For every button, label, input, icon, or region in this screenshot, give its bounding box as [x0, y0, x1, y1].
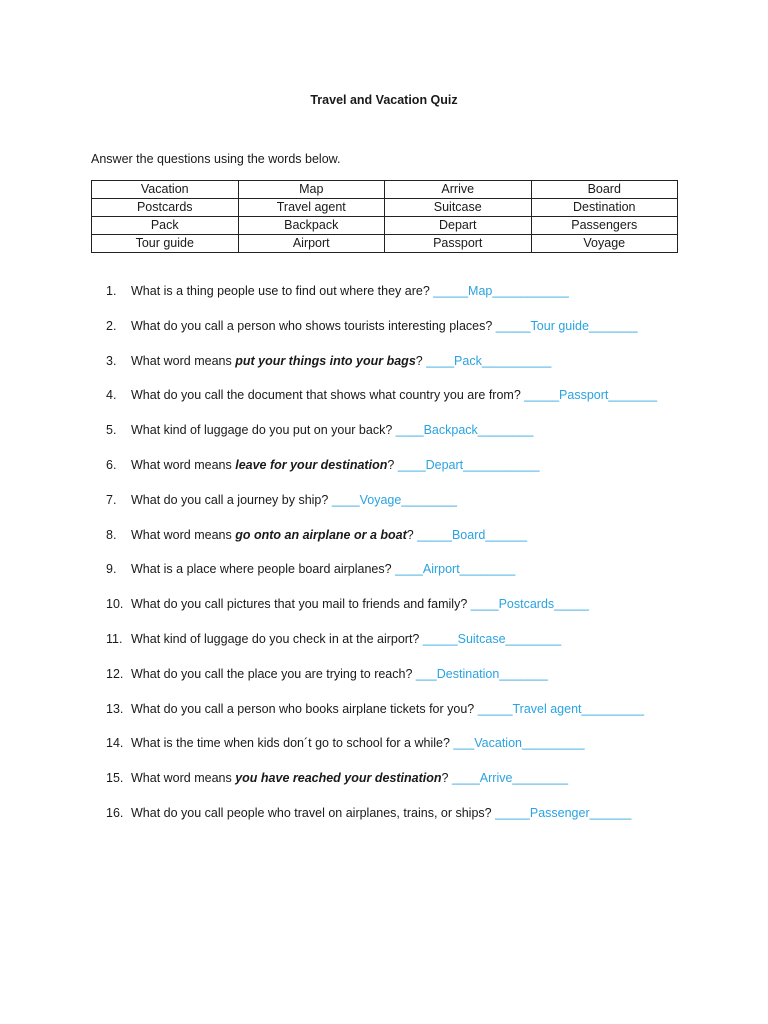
question-emphasis: go onto an airplane or a boat — [235, 527, 407, 542]
word-bank-cell: Passport — [385, 235, 532, 253]
question-item — [106, 768, 657, 803]
question-text: What is a place where people board airplanes? — [131, 562, 392, 577]
question-text: What do you call a person who shows tourists interesting places? — [131, 318, 493, 333]
question-number: 14. — [106, 736, 124, 751]
question-number: 9. — [106, 562, 117, 577]
question-number: 8. — [106, 527, 117, 542]
question-item — [106, 629, 657, 664]
answer-blank: _____Tour guide_______ — [495, 318, 638, 333]
question-text: What is the time when kids don´t go to school for a while? — [131, 736, 450, 751]
question-text: What do you call the document that shows what country you are from? — [131, 388, 521, 403]
question-number: 1. — [106, 284, 117, 298]
word-bank-row — [92, 235, 678, 253]
question-number: 3. — [106, 353, 117, 368]
question-number: 13. — [106, 701, 124, 716]
question-text: What word means — [131, 353, 236, 368]
question-text: What kind of luggage do you put on your back? — [131, 423, 393, 438]
word-bank-cell: Depart — [385, 217, 532, 235]
answer-blank: _____Board______ — [417, 527, 528, 542]
question-number: 4. — [106, 388, 117, 403]
question-item — [106, 803, 657, 838]
question-text: What do you call a person who books airplane tickets for you? — [131, 701, 475, 716]
question-item — [106, 281, 657, 316]
question-item — [106, 733, 657, 768]
quiz-title: Travel and Vacation Quiz — [310, 93, 458, 107]
question-item — [106, 455, 657, 490]
question-item — [106, 351, 657, 386]
question-text: What do you call pictures that you mail to friends and family? — [131, 597, 468, 612]
question-text: What is a thing people use to find out where they are? — [131, 284, 430, 298]
word-bank-cell: Board — [531, 181, 678, 199]
word-bank-row — [92, 199, 678, 217]
answer-blank: ____Pack__________ — [426, 353, 552, 368]
question-item — [106, 420, 657, 455]
answer-blank: _____Passport_______ — [524, 388, 658, 403]
word-bank-cell: Backpack — [238, 217, 385, 235]
question-item — [106, 316, 657, 351]
question-punctuation: ? — [387, 457, 395, 472]
question-item — [106, 664, 657, 699]
word-bank-cell: Arrive — [385, 181, 532, 199]
answer-blank: ____Voyage________ — [331, 492, 457, 507]
question-punctuation: ? — [415, 353, 423, 368]
answer-blank: ____Airport________ — [395, 562, 516, 577]
question-text: What do you call the place you are trying to reach? — [131, 666, 413, 681]
answer-blank: _____Suitcase________ — [422, 631, 562, 646]
question-text: What do you call a journey by ship? — [131, 492, 329, 507]
question-item — [106, 490, 657, 525]
question-text: What kind of luggage do you check in at the airport? — [131, 631, 420, 646]
question-emphasis: you have reached your destination — [235, 771, 442, 786]
question-number: 2. — [106, 318, 117, 333]
word-bank-table — [91, 180, 678, 253]
answer-blank: ___Vacation_________ — [453, 736, 585, 751]
question-item — [106, 559, 657, 594]
question-text: What word means — [131, 771, 236, 786]
question-item — [106, 385, 657, 420]
question-text: What do you call people who travel on airplanes, trains, or ships? — [131, 805, 492, 820]
question-list — [106, 281, 657, 838]
answer-blank: ____Arrive________ — [451, 771, 569, 786]
answer-blank: ___Destination_______ — [415, 666, 548, 681]
word-bank-cell: Voyage — [531, 235, 678, 253]
question-number: 6. — [106, 457, 117, 472]
instructions-text: Answer the questions using the words below. — [91, 152, 341, 166]
word-bank-row — [92, 217, 678, 235]
word-bank-cell: Pack — [92, 217, 239, 235]
question-number: 10. — [106, 597, 124, 612]
question-number: 15. — [106, 771, 124, 786]
answer-blank: _____Map___________ — [433, 284, 569, 298]
question-text: What word means — [131, 527, 236, 542]
word-bank-cell: Destination — [531, 199, 678, 217]
word-bank-row — [92, 181, 678, 199]
question-emphasis: leave for your destination — [235, 457, 388, 472]
question-punctuation: ? — [406, 527, 414, 542]
question-number: 16. — [106, 805, 124, 820]
question-item — [106, 525, 657, 560]
word-bank-cell: Suitcase — [385, 199, 532, 217]
question-number: 11. — [106, 631, 123, 646]
word-bank-cell: Tour guide — [92, 235, 239, 253]
question-number: 7. — [106, 492, 117, 507]
answer-blank: _____Passenger______ — [495, 805, 632, 820]
word-bank-cell: Map — [238, 181, 385, 199]
question-item — [106, 699, 657, 734]
answer-blank: ____Postcards_____ — [470, 597, 589, 612]
word-bank-cell: Travel agent — [238, 199, 385, 217]
answer-blank: ____Depart___________ — [397, 457, 540, 472]
question-punctuation: ? — [441, 771, 449, 786]
word-bank-cell: Airport — [238, 235, 385, 253]
word-bank-cell: Postcards — [92, 199, 239, 217]
question-item — [106, 594, 657, 629]
question-number: 12. — [106, 666, 124, 681]
question-number: 5. — [106, 423, 117, 438]
question-emphasis: put your things into your bags — [235, 353, 416, 368]
question-text: What word means — [131, 457, 236, 472]
word-bank-cell: Passengers — [531, 217, 678, 235]
answer-blank: _____Travel agent_________ — [477, 701, 645, 716]
word-bank-cell: Vacation — [92, 181, 239, 199]
answer-blank: ____Backpack________ — [395, 423, 534, 438]
